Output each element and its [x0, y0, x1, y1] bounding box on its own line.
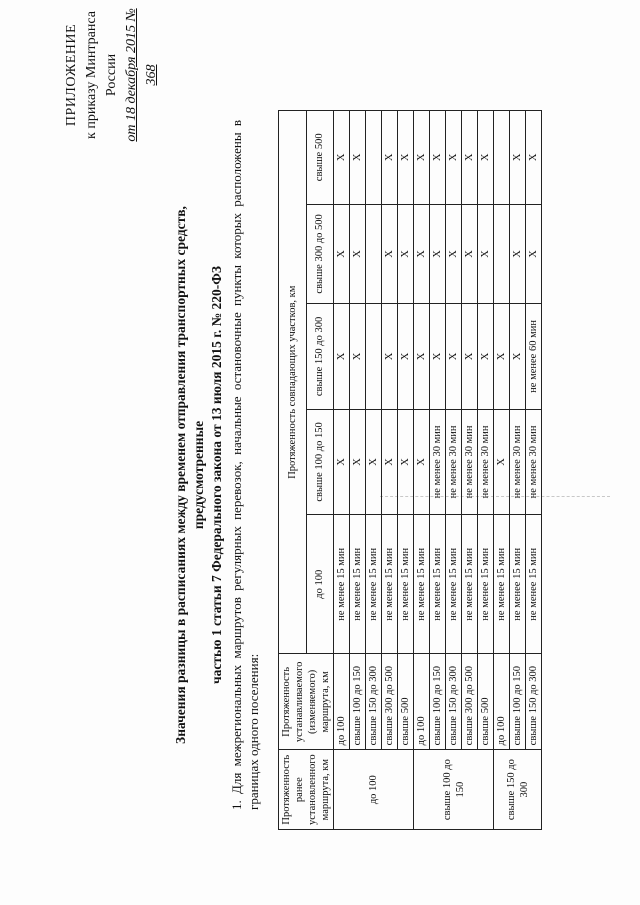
value-cell: не менее 30 мин [462, 409, 478, 515]
header-overlap: Протяженность совпадающих участков, км [279, 111, 307, 654]
value-cell: не менее 15 мин [494, 515, 510, 654]
value-cell: X [462, 304, 478, 410]
value-cell: X [334, 204, 350, 304]
value-cell: не менее 15 мин [334, 515, 350, 654]
value-cell: X [382, 409, 398, 515]
header-new-route: Протяженность устанавливаемого (изменяемого) маршрута, км [279, 654, 334, 750]
value-cell: X [446, 304, 462, 410]
header-prev-route: Протяженность ранее установленного маршрута, км [279, 750, 334, 830]
value-cell: X [398, 204, 414, 304]
route-length-cell: свыше 150 до 300 [446, 654, 462, 750]
header-col-1: свыше 100 до 150 [306, 409, 334, 515]
value-cell: X [366, 409, 382, 515]
value-cell: не менее 30 мин [478, 409, 494, 515]
value-cell: не менее 30 мин [510, 409, 526, 515]
appendix-date-number: от 18 декабря 2015 № 368 [124, 8, 159, 142]
value-cell: X [334, 304, 350, 410]
table-row [494, 111, 510, 830]
value-cell [366, 204, 382, 304]
value-cell: не менее 15 мин [478, 515, 494, 654]
value-cell: X [414, 409, 430, 515]
value-cell: не менее 15 мин [350, 515, 366, 654]
value-cell: не менее 30 мин [526, 409, 542, 515]
value-cell: X [398, 304, 414, 410]
value-cell: X [350, 409, 366, 515]
route-length-cell: свыше 500 [398, 654, 414, 750]
value-cell: X [350, 111, 366, 205]
route-length-cell: свыше 150 до 300 [526, 654, 542, 750]
value-cell: X [350, 304, 366, 410]
route-length-cell: до 100 [414, 654, 430, 750]
appendix-order-ref: к приказу Минтранса России [84, 11, 119, 139]
value-cell: X [382, 111, 398, 205]
document-title [172, 155, 226, 795]
value-cell: X [478, 304, 494, 410]
header-col-2: свыше 150 до 300 [306, 304, 334, 410]
table-row [526, 111, 542, 830]
value-cell: X [446, 111, 462, 205]
route-length-cell: свыше 150 до 300 [366, 654, 382, 750]
table-row [462, 111, 478, 830]
value-cell: X [414, 204, 430, 304]
value-cell: X [462, 111, 478, 205]
value-cell: не менее 15 мин [414, 515, 430, 654]
route-length-cell: свыше 300 до 500 [462, 654, 478, 750]
route-length-cell: до 100 [334, 654, 350, 750]
group-label: свыше 150 до 300 [494, 750, 542, 830]
value-cell: не менее 30 мин [446, 409, 462, 515]
header-col-3: свыше 300 до 500 [306, 204, 334, 304]
value-cell: X [510, 204, 526, 304]
value-cell: X [494, 409, 510, 515]
value-cell: не менее 15 мин [366, 515, 382, 654]
value-cell: не менее 15 мин [446, 515, 462, 654]
appendix-heading: ПРИЛОЖЕНИЕ [64, 23, 79, 127]
value-cell [494, 111, 510, 205]
value-cell: X [382, 304, 398, 410]
value-cell: X [414, 304, 430, 410]
table-row [398, 111, 414, 830]
table-row [350, 111, 366, 830]
route-length-cell: свыше 500 [478, 654, 494, 750]
value-cell: X [430, 111, 446, 205]
value-cell: X [398, 111, 414, 205]
value-cell: X [478, 111, 494, 205]
value-cell: X [334, 409, 350, 515]
route-length-cell: свыше 100 до 150 [430, 654, 446, 750]
route-length-cell: свыше 100 до 150 [510, 654, 526, 750]
value-cell: X [430, 204, 446, 304]
table-row [446, 111, 462, 830]
value-cell [494, 204, 510, 304]
header-col-4: свыше 500 [306, 111, 334, 205]
value-cell: X [526, 204, 542, 304]
value-cell: не менее 15 мин [510, 515, 526, 654]
value-cell: X [430, 304, 446, 410]
route-length-cell: свыше 100 до 150 [350, 654, 366, 750]
value-cell: X [398, 409, 414, 515]
value-cell: X [494, 304, 510, 410]
value-cell: X [334, 111, 350, 205]
table-row [510, 111, 526, 830]
route-length-cell: до 100 [494, 654, 510, 750]
table-row [478, 111, 494, 830]
value-cell: не менее 15 мин [430, 515, 446, 654]
group-label: до 100 [334, 750, 414, 830]
value-cell: X [462, 204, 478, 304]
table-row [382, 111, 398, 830]
value-cell: не менее 15 мин [398, 515, 414, 654]
value-cell: X [382, 204, 398, 304]
value-cell: X [478, 204, 494, 304]
table-row [414, 111, 430, 830]
table-row [366, 111, 382, 830]
value-cell [366, 111, 382, 205]
value-cell: X [446, 204, 462, 304]
value-cell: X [510, 111, 526, 205]
value-cell [366, 304, 382, 410]
value-cell: не менее 30 мин [430, 409, 446, 515]
value-cell: не менее 15 мин [462, 515, 478, 654]
route-length-cell: свыше 300 до 500 [382, 654, 398, 750]
values-table [278, 110, 542, 830]
value-cell: X [350, 204, 366, 304]
title-line-2: частью 1 статьи 7 Федерального закона от 13 июля 2015 г. № 220-ФЗ [209, 266, 224, 684]
value-cell: X [414, 111, 430, 205]
value-cell: не менее 15 мин [382, 515, 398, 654]
group-label: свыше 100 до 150 [414, 750, 494, 830]
header-col-0: до 100 [306, 515, 334, 654]
title-line-1: Значения разницы в расписаниях между временем отправления транспортных средств, предусмотренные [173, 206, 206, 744]
table-row [430, 111, 446, 830]
value-cell: не менее 15 мин [526, 515, 542, 654]
value-cell: не менее 60 мин [526, 304, 542, 410]
value-cell: X [526, 111, 542, 205]
value-cell: X [510, 304, 526, 410]
appendix-block [62, 0, 162, 150]
table-body [334, 111, 542, 830]
table-row [334, 111, 350, 830]
section-intro: 1. Для межрегиональных маршрутов регулярных перевозок, начальные остановочные пункты которых расположены в границах одного поселения: [229, 120, 261, 810]
